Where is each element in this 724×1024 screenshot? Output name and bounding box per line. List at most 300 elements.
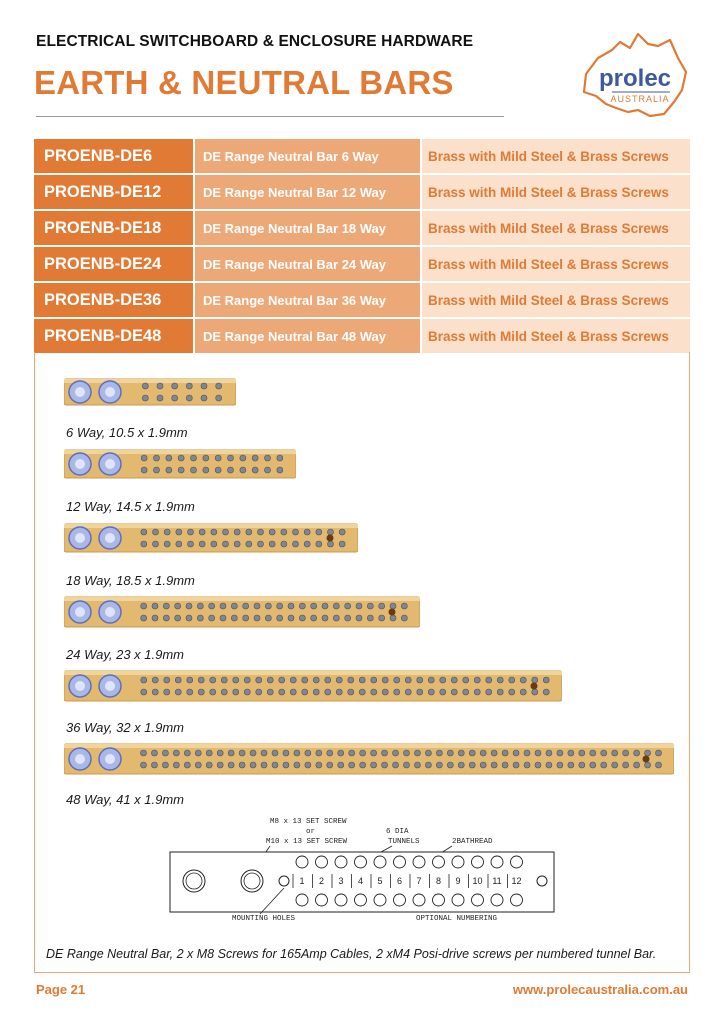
tunnel-screw-icon	[313, 677, 319, 683]
tunnel-screw-icon	[269, 529, 275, 535]
tunnel-screw-icon	[157, 395, 163, 401]
tunnel-screw-icon	[141, 677, 147, 683]
tunnel-screw-icon	[162, 762, 168, 768]
product-code: PROENB-DE12	[34, 175, 193, 209]
tunnel-screw-icon	[142, 395, 148, 401]
tunnel-screw-icon	[338, 762, 344, 768]
tunnel-screw-icon	[186, 395, 192, 401]
tunnel-screw-icon	[359, 689, 365, 695]
tunnel-screw-icon	[480, 762, 486, 768]
tunnel-screw-icon	[405, 689, 411, 695]
tunnel-screw-icon	[325, 689, 331, 695]
tunnel-screw-icon	[195, 750, 201, 756]
tunnel-screw-icon	[184, 762, 190, 768]
tunnel-screw-icon	[325, 677, 331, 683]
tunnel-screw-icon	[299, 603, 305, 609]
tunnel-screw-icon	[469, 762, 475, 768]
website-link[interactable]: www.prolecaustralia.com.au	[512, 982, 688, 997]
tunnel-number: 5	[377, 876, 383, 886]
tunnel-screw-icon	[491, 762, 497, 768]
tunnel-screw-icon	[390, 603, 396, 609]
neutral-bar-24-way-image	[64, 593, 420, 631]
tunnel-screw-icon	[162, 750, 168, 756]
tunnel-screw-icon	[290, 689, 296, 695]
tunnel-number: 8	[435, 876, 442, 886]
tunnel-screw-icon	[305, 762, 311, 768]
tunnel-screw-icon	[486, 677, 492, 683]
tunnel-screw-icon	[175, 677, 181, 683]
bar-drawing	[64, 667, 562, 705]
tunnel-screw-icon	[258, 541, 264, 547]
product-material: Brass with Mild Steel & Brass Screws	[422, 247, 690, 281]
tunnel-screw-icon	[175, 689, 181, 695]
technical-drawing	[160, 810, 560, 930]
tunnel-screw-icon	[186, 615, 192, 621]
tunnel-screw-icon	[360, 762, 366, 768]
cable-screw-highlight	[105, 533, 115, 543]
tunnel-screw-icon	[172, 383, 178, 389]
tunnel-screw-icon	[311, 603, 317, 609]
tunnel-screw-icon	[414, 750, 420, 756]
bar-caption: 24 Way, 23 x 1.9mm	[66, 647, 185, 662]
tunnel-screw-icon	[333, 603, 339, 609]
tunnel-screw-icon	[451, 677, 457, 683]
tunnel-screw-icon	[601, 762, 607, 768]
tunnel-screw-icon	[520, 689, 526, 695]
tunnel-screw-icon	[428, 689, 434, 695]
tunnel-screw-icon	[440, 677, 446, 683]
tunnel-screw-icon	[294, 762, 300, 768]
bar-highlight	[64, 744, 674, 748]
product-description: DE Range Neutral Bar 18 Way	[195, 211, 420, 245]
tunnel-screw-icon	[535, 762, 541, 768]
tunnel-screw-icon	[612, 750, 618, 756]
tunnel-screw-icon	[568, 750, 574, 756]
brass-bar-body	[64, 744, 674, 774]
tunnel-screw-icon	[305, 750, 311, 756]
cable-screw-highlight	[75, 459, 85, 469]
tunnel-screw-icon	[164, 689, 170, 695]
tunnel-screw-icon	[634, 762, 640, 768]
tunnel-screw-icon	[228, 467, 234, 473]
tunnel-screw-icon	[480, 750, 486, 756]
tunnel-screw-icon	[447, 762, 453, 768]
tunnel-screw-icon	[175, 603, 181, 609]
tunnel-screw-icon	[201, 395, 207, 401]
tunnel-screw-icon	[543, 677, 549, 683]
tunnel-screw-icon	[656, 750, 662, 756]
tunnel-screw-icon	[231, 603, 237, 609]
tunnel-screw-icon	[379, 615, 385, 621]
label-mounting-holes: MOUNTING HOLES	[232, 915, 296, 923]
tunnel-number: 10	[472, 876, 483, 886]
tunnel-screw-icon	[246, 541, 252, 547]
tunnel-screw-icon	[239, 750, 245, 756]
tunnel-screw-icon	[256, 677, 262, 683]
tunnel-screw-icon	[328, 541, 334, 547]
tunnel-screw-icon	[197, 615, 203, 621]
tunnel-screw-icon	[141, 529, 147, 535]
tunnel-screw-icon	[393, 750, 399, 756]
tunnel-screw-icon	[316, 541, 322, 547]
tunnel-screw-icon	[228, 762, 234, 768]
tunnel-screw-icon	[382, 762, 388, 768]
page-title: EARTH & NEUTRAL BARS	[34, 64, 454, 101]
tunnel-screw-icon	[322, 603, 328, 609]
tunnel-screw-icon	[163, 615, 169, 621]
cable-screw-highlight	[75, 387, 85, 397]
tunnel-screw-icon	[403, 762, 409, 768]
tunnel-screw-icon	[186, 383, 192, 389]
tunnel-screw-icon	[210, 677, 216, 683]
tunnel-screw-icon	[272, 762, 278, 768]
tunnel-screw-icon	[234, 541, 240, 547]
tunnel-screw-icon	[348, 677, 354, 683]
tunnel-screw-icon	[532, 677, 538, 683]
bar-caption: 48 Way, 41 x 1.9mm	[66, 792, 185, 807]
tunnel-screw-icon	[327, 750, 333, 756]
product-code: PROENB-DE36	[34, 283, 193, 317]
tunnel-screw-icon	[532, 689, 538, 695]
tunnel-screw-icon	[152, 689, 158, 695]
tunnel-screw-icon	[141, 603, 147, 609]
tunnel-screw-icon	[231, 615, 237, 621]
tunnel-screw-icon	[293, 529, 299, 535]
tunnel-screw-icon	[233, 689, 239, 695]
tunnel-screw-icon	[293, 541, 299, 547]
tunnel-screw-icon	[513, 750, 519, 756]
bar-drawing	[64, 520, 358, 556]
tunnel-screw-icon	[279, 677, 285, 683]
tunnel-screw-icon	[447, 750, 453, 756]
tunnel-screw-icon	[333, 615, 339, 621]
tunnel-screw-icon	[209, 615, 215, 621]
label-or: or	[306, 828, 316, 836]
tunnel-screw-icon	[217, 750, 223, 756]
product-description: DE Range Neutral Bar 36 Way	[195, 283, 420, 317]
tunnel-screw-icon	[175, 615, 181, 621]
tunnel-screw-icon	[371, 689, 377, 695]
tunnel-screw-icon	[656, 762, 662, 768]
tunnel-screw-icon	[436, 762, 442, 768]
tunnel-screw-icon	[244, 689, 250, 695]
tunnel-screw-icon	[579, 762, 585, 768]
tunnel-screw-icon	[191, 455, 197, 461]
tunnel-screw-icon	[371, 677, 377, 683]
tunnel-screw-icon	[535, 750, 541, 756]
label-screw-2: M10 x 13 SET SCREW	[266, 838, 348, 846]
tunnel-screw-icon	[474, 689, 480, 695]
tunnel-screw-icon	[206, 762, 212, 768]
tunnel-screw-icon	[277, 603, 283, 609]
tunnel-screw-icon	[277, 467, 283, 473]
product-code: PROENB-DE6	[34, 139, 193, 173]
tunnel-screw-icon	[152, 677, 158, 683]
tunnel-screw-icon	[215, 455, 221, 461]
tunnel-screw-icon	[254, 603, 260, 609]
tunnel-screw-icon	[223, 529, 229, 535]
tunnel-screw-icon	[239, 762, 245, 768]
tunnel-screw-icon	[216, 395, 222, 401]
product-table	[34, 139, 690, 355]
tunnel-screw-icon	[288, 615, 294, 621]
tunnel-number: 2	[318, 876, 325, 886]
tunnel-screw-icon	[267, 689, 273, 695]
tunnel-screw-icon	[173, 762, 179, 768]
tunnel-screw-icon	[546, 750, 552, 756]
tunnel-screw-icon	[463, 677, 469, 683]
neutral-bar-48-way-image	[64, 740, 674, 778]
tunnel-screw-icon	[228, 750, 234, 756]
product-description: DE Range Neutral Bar 6 Way	[195, 139, 420, 173]
bar-caption: 12 Way, 14.5 x 1.9mm	[66, 499, 195, 514]
tunnel-screw-icon	[163, 603, 169, 609]
tunnel-screw-icon	[206, 750, 212, 756]
label-dia: 6 DIA	[386, 828, 409, 836]
tunnel-screw-icon	[151, 750, 157, 756]
tunnel-screw-icon	[502, 762, 508, 768]
tunnel-screw-icon	[302, 677, 308, 683]
tunnel-screw-icon	[221, 689, 227, 695]
tunnel-screw-icon	[345, 603, 351, 609]
tunnel-screw-icon	[223, 541, 229, 547]
page-number: Page 21	[36, 982, 86, 997]
tunnel-screw-icon	[394, 689, 400, 695]
tunnel-screw-icon	[211, 529, 217, 535]
tunnel-screw-icon	[568, 762, 574, 768]
bar-highlight	[64, 671, 562, 675]
tunnel-screw-icon	[252, 455, 258, 461]
tunnel-screw-icon	[590, 762, 596, 768]
tunnel-screw-icon	[141, 615, 147, 621]
tunnel-screw-icon	[210, 689, 216, 695]
tunnel-screw-icon	[261, 750, 267, 756]
tunnel-screw-icon	[265, 615, 271, 621]
tunnel-screw-icon	[339, 529, 345, 535]
tunnel-screw-icon	[302, 689, 308, 695]
tunnel-screw-icon	[349, 762, 355, 768]
tunnel-screw-icon	[316, 529, 322, 535]
tunnel-screw-icon	[234, 529, 240, 535]
tunnel-screw-icon	[141, 541, 147, 547]
tunnel-screw-icon	[191, 467, 197, 473]
tunnel-screw-icon	[178, 455, 184, 461]
product-material: Brass with Mild Steel & Brass Screws	[422, 211, 690, 245]
brass-bar-body	[64, 671, 562, 701]
label-screw-1: M8 x 13 SET SCREW	[270, 818, 347, 826]
tunnel-screw-icon	[382, 689, 388, 695]
label-tunnels: TUNNELS	[388, 838, 420, 846]
cable-screw-highlight	[75, 533, 85, 543]
tunnel-screw-icon	[425, 750, 431, 756]
tunnel-screw-icon	[405, 677, 411, 683]
tunnel-screw-icon	[154, 455, 160, 461]
tunnel-screw-icon	[152, 603, 158, 609]
logo-country-text: AUSTRALIA	[610, 94, 670, 104]
bar-highlight	[64, 450, 296, 454]
tunnel-screw-icon	[436, 750, 442, 756]
tunnel-screw-icon	[188, 529, 194, 535]
tunnel-number: 4	[357, 876, 364, 886]
tunnel-screw-icon	[141, 467, 147, 473]
tunnel-screw-icon	[186, 603, 192, 609]
label-thread: 2BATHREAD	[452, 838, 493, 846]
tunnel-screw-icon	[417, 677, 423, 683]
cable-screw-highlight	[105, 754, 115, 764]
product-code: PROENB-DE24	[34, 247, 193, 281]
bar-drawing	[64, 593, 420, 631]
tunnel-screw-icon	[256, 689, 262, 695]
tunnel-screw-icon	[590, 750, 596, 756]
tunnel-screw-icon	[277, 615, 283, 621]
tunnel-screw-icon	[338, 750, 344, 756]
tunnel-screw-icon	[279, 689, 285, 695]
tunnel-screw-icon	[152, 615, 158, 621]
tunnel-screw-icon	[316, 762, 322, 768]
tunnel-screw-icon	[513, 762, 519, 768]
neutral-bar-18-way-image	[64, 520, 358, 556]
tunnel-screw-icon	[401, 603, 407, 609]
tunnel-screw-icon	[233, 677, 239, 683]
tunnel-screw-icon	[244, 677, 250, 683]
tunnel-screw-icon	[153, 541, 159, 547]
neutral-bar-6-way-image	[64, 375, 236, 409]
tunnel-screw-icon	[187, 677, 193, 683]
tunnel-screw-icon	[486, 689, 492, 695]
tunnel-screw-icon	[283, 762, 289, 768]
tunnel-screw-icon	[349, 750, 355, 756]
tunnel-screw-icon	[371, 750, 377, 756]
tunnel-screw-icon	[203, 455, 209, 461]
tunnel-screw-icon	[474, 677, 480, 683]
tunnel-screw-icon	[240, 467, 246, 473]
tunnel-screw-icon	[612, 762, 618, 768]
tunnel-screw-icon	[451, 689, 457, 695]
table-row	[34, 283, 690, 317]
tunnel-number: 7	[416, 876, 422, 886]
tunnel-screw-icon	[140, 762, 146, 768]
tunnel-screw-icon	[164, 529, 170, 535]
tunnel-screw-icon	[524, 762, 530, 768]
tunnel-screw-icon	[367, 603, 373, 609]
cable-screw-highlight	[105, 387, 115, 397]
tunnel-screw-icon	[166, 467, 172, 473]
bar-highlight	[64, 379, 236, 383]
tunnel-screw-icon	[277, 455, 283, 461]
tunnel-screw-icon	[458, 762, 464, 768]
tunnel-screw-icon	[294, 750, 300, 756]
tunnel-number: 9	[455, 876, 461, 886]
tunnel-screw-icon	[261, 762, 267, 768]
tunnel-screw-icon	[220, 615, 226, 621]
tunnel-screw-icon	[390, 615, 396, 621]
tunnel-screw-icon	[634, 750, 640, 756]
tunnel-screw-icon	[322, 615, 328, 621]
tunnel-screw-icon	[348, 689, 354, 695]
product-material: Brass with Mild Steel & Brass Screws	[422, 175, 690, 209]
tunnel-screw-icon	[557, 750, 563, 756]
tunnel-screw-icon	[379, 603, 385, 609]
table-row	[34, 319, 690, 353]
tunnel-screw-icon	[199, 541, 205, 547]
tunnel-screw-icon	[356, 603, 362, 609]
tunnel-screw-icon	[243, 603, 249, 609]
tunnel-screw-icon	[509, 677, 515, 683]
tunnel-screw-icon	[157, 383, 163, 389]
tunnel-screw-icon	[217, 762, 223, 768]
neutral-bar-36-way-image	[64, 667, 562, 705]
tunnel-screw-icon	[240, 455, 246, 461]
tunnel-screw-icon	[216, 383, 222, 389]
product-footnote: DE Range Neutral Bar, 2 x M8 Screws for 165Amp Cables, 2 xM4 Posi-drive screws per numbered tunnel Bar.	[46, 947, 657, 961]
tunnel-screw-icon	[252, 467, 258, 473]
tunnel-screw-icon	[546, 762, 552, 768]
tunnel-number: 11	[492, 876, 502, 886]
tunnel-screw-icon	[141, 455, 147, 461]
tunnel-screw-icon	[172, 395, 178, 401]
table-row	[34, 247, 690, 281]
mounting-hole-icon	[327, 535, 334, 542]
tunnel-screw-icon	[198, 677, 204, 683]
product-material: Brass with Mild Steel & Brass Screws	[422, 139, 690, 173]
tunnel-screw-icon	[228, 455, 234, 461]
tunnel-screw-icon	[328, 529, 334, 535]
tunnel-screw-icon	[304, 529, 310, 535]
tunnel-screw-icon	[265, 603, 271, 609]
mounting-hole-icon	[643, 756, 650, 763]
tunnel-screw-icon	[401, 615, 407, 621]
tunnel-screw-icon	[281, 541, 287, 547]
tunnel-screw-icon	[176, 541, 182, 547]
tunnel-screw-icon	[188, 541, 194, 547]
tunnel-screw-icon	[313, 689, 319, 695]
product-material: Brass with Mild Steel & Brass Screws	[422, 283, 690, 317]
bar-caption: 36 Way, 32 x 1.9mm	[66, 720, 185, 735]
tunnel-screw-icon	[425, 762, 431, 768]
cable-screw-highlight	[105, 459, 115, 469]
tunnel-screw-icon	[543, 689, 549, 695]
tunnel-screw-icon	[269, 541, 275, 547]
product-material: Brass with Mild Steel & Brass Screws	[422, 319, 690, 353]
tunnel-screw-icon	[491, 750, 497, 756]
tunnel-screw-icon	[623, 762, 629, 768]
tunnel-screw-icon	[403, 750, 409, 756]
tunnel-screw-icon	[173, 750, 179, 756]
label-optional-numbering: OPTIONAL NUMBERING	[416, 915, 498, 923]
tunnel-screw-icon	[246, 529, 252, 535]
tunnel-screw-icon	[141, 689, 147, 695]
tunnel-screw-icon	[195, 762, 201, 768]
tunnel-screw-icon	[382, 750, 388, 756]
tunnel-screw-icon	[359, 677, 365, 683]
product-description: DE Range Neutral Bar 48 Way	[195, 319, 420, 353]
tunnel-screw-icon	[211, 541, 217, 547]
tunnel-screw-icon	[142, 383, 148, 389]
product-code: PROENB-DE18	[34, 211, 193, 245]
section-subtitle: ELECTRICAL SWITCHBOARD & ENCLOSURE HARDWARE	[36, 33, 474, 50]
header-divider	[36, 116, 504, 117]
tunnel-screw-icon	[203, 467, 209, 473]
tunnel-screw-icon	[469, 750, 475, 756]
tunnel-screw-icon	[198, 689, 204, 695]
tunnel-screw-icon	[623, 750, 629, 756]
tunnel-number: 1	[299, 876, 305, 886]
tunnel-screw-icon	[601, 750, 607, 756]
tunnel-screw-icon	[394, 677, 400, 683]
mounting-hole-icon	[531, 683, 538, 690]
tunnel-screw-icon	[414, 762, 420, 768]
tunnel-screw-icon	[345, 615, 351, 621]
